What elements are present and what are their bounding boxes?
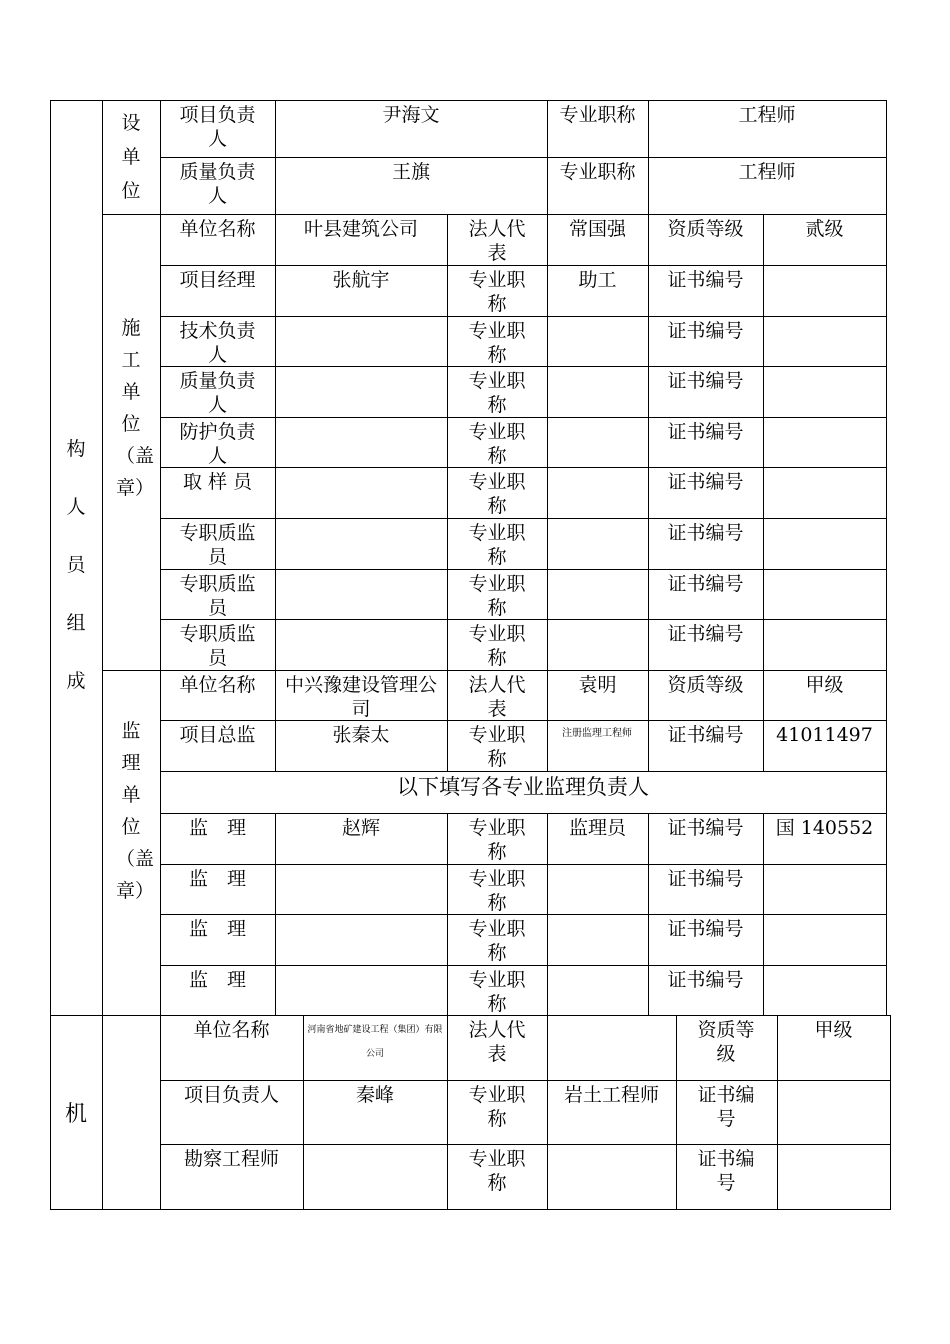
survey-role: 勘察工程师 [183,1148,279,1170]
supervisor-title-label: 专业职称 [468,868,526,914]
chief-supervisor-name: 张秦太 [332,724,390,746]
grid-line [160,518,887,519]
grid-line [547,813,548,1016]
survey-side-label: 机 [64,1102,87,1127]
cu-name-2: 王旗 [391,161,430,183]
cu-title-label-2: 专业职称 [559,161,636,183]
contractor-unit-label: 施工单位（盖章） [116,317,155,499]
contractor-role: 质量负责人 [179,370,256,416]
survey-title-label: 专业职称 [468,1084,526,1130]
cu-name-1: 尹海文 [382,104,440,126]
cu-role-1: 项目负责人 [179,104,256,150]
grid-line [160,316,887,317]
grid-line [160,569,887,570]
supervisor-legal-rep: 袁明 [578,674,617,696]
contractor-qualification-label: 资质等级 [667,218,744,240]
grid-line [447,214,448,772]
grid-line [102,100,103,1016]
contractor-name-label: 单位名称 [179,218,256,240]
survey-person-name: 秦峰 [355,1084,394,1106]
grid-line [160,1015,891,1016]
contractor-title-label: 专业职称 [468,320,526,366]
chief-supervisor-cert: 41011497 [776,724,873,746]
grid-line [160,100,161,1016]
side-group-label: 构人员组成 [66,438,86,692]
contractor-title-label: 专业职称 [468,573,526,619]
supervisor-role: 监 理 [188,969,246,991]
contractor-role: 专职质监员 [179,522,256,568]
grid-line [648,813,649,1016]
contractor-role: 专职质监员 [179,573,256,619]
survey-title-label: 专业职称 [468,1148,526,1194]
grid-line [676,1015,677,1210]
supervisor-title-label: 专业职称 [468,817,526,863]
supervisor-qualification-label: 资质等级 [667,674,744,696]
supervisor-role: 监 理 [188,868,246,890]
contractor-title-label: 专业职称 [468,471,526,517]
supervisor-title-label: 专业职称 [468,918,526,964]
grid-line [102,214,887,215]
grid-line [763,214,764,772]
table-top-border [50,100,887,101]
supervisor-qualification: 甲级 [805,674,844,696]
supervisor-name: 中兴豫建设管理公司 [284,674,437,720]
grid-line [547,1015,548,1210]
grid-line [547,214,548,772]
survey-role: 项目负责人 [183,1084,279,1106]
survey-legal-rep-label: 法人代表 [468,1019,526,1065]
grid-line [102,1015,103,1210]
table-left-border [50,100,51,1016]
supervisor-legal-rep-label: 法人代表 [468,674,526,720]
supervisor-role: 监 理 [188,817,246,839]
supervisor-cert-label: 证书编号 [667,868,744,890]
contractor-person-name: 张航宇 [332,269,390,291]
contractor-title-label: 专业职称 [468,421,526,467]
grid-line [648,100,649,215]
grid-line [160,864,887,865]
survey-cert-label: 证书编号 [697,1148,755,1194]
cu-title-2: 工程师 [738,161,796,183]
survey-qualification-label: 资质等级 [697,1019,755,1065]
supervisor-title: 监理员 [568,817,626,839]
contractor-role: 取 样 员 [182,471,253,493]
grid-line [160,1080,891,1081]
grid-line [648,214,649,772]
cu-title-1: 工程师 [738,104,796,126]
grid-line [102,670,887,671]
grid-line [160,265,887,266]
contractor-legal-rep-label: 法人代表 [468,218,526,264]
contractor-title: 助工 [578,269,617,291]
supervisor-role: 监 理 [188,918,246,940]
contractor-title-label: 专业职称 [468,269,526,315]
contractor-cert-label: 证书编号 [667,320,744,342]
survey-cert-label: 证书编号 [697,1084,755,1130]
contractor-title-label: 专业职称 [468,623,526,669]
supervisor-cert-label: 证书编号 [667,817,744,839]
table-right-border [886,100,887,1016]
cu-role-2: 质量负责人 [179,161,256,207]
survey-qualification: 甲级 [814,1019,853,1041]
grid-line [160,417,887,418]
survey-title: 岩土工程师 [563,1084,659,1106]
construction-unit-label: 设单位 [121,112,141,202]
survey-company-name: 河南省地矿建设工程（集团）有限公司 [307,1025,443,1059]
cu-title-label-1: 专业职称 [559,104,636,126]
contractor-cert-label: 证书编号 [667,522,744,544]
contractor-qualification: 贰级 [805,218,844,240]
grid-line [890,1015,891,1210]
grid-line [160,965,887,966]
grid-line [547,100,548,215]
contractor-cert-label: 证书编号 [667,370,744,392]
grid-line [160,157,887,158]
contractor-name: 叶县建筑公司 [303,218,418,240]
supervisor-title-label: 专业职称 [468,969,526,1015]
table-bottom-border [50,1209,891,1210]
supervisor-person-name: 赵辉 [341,817,380,839]
supervisor-cert: 国 140552 [775,817,874,839]
supervisor-name-label: 单位名称 [179,674,256,696]
grid-line [275,100,276,215]
contractor-cert-label: 证书编号 [667,421,744,443]
grid-line [447,1015,448,1210]
chief-supervisor-title: 注册监理工程师 [562,728,632,739]
supervisor-unit-label: 监理单位（盖章） [116,719,155,902]
contractor-role: 防护负责人 [179,421,256,467]
grid-line [447,813,448,1016]
contractor-title-label: 专业职称 [468,522,526,568]
grid-line [303,1015,304,1210]
contractor-cert-label: 证书编号 [667,573,744,595]
contractor-cert-label: 证书编号 [667,471,744,493]
chief-supervisor-role: 项目总监 [179,724,256,746]
chief-supervisor-title-label: 专业职称 [468,724,526,770]
contractor-cert-label: 证书编号 [667,623,744,645]
contractor-legal-rep: 常国强 [568,218,626,240]
grid-line [763,813,764,1016]
grid-line [160,813,887,814]
contractor-title-label: 专业职称 [468,370,526,416]
chief-supervisor-cert-label: 证书编号 [667,724,744,746]
supervisor-cert-label: 证书编号 [667,918,744,940]
grid-line [160,1015,161,1210]
supervisor-cert-label: 证书编号 [667,969,744,991]
grid-line [160,1144,891,1145]
grid-line [777,1015,778,1210]
survey-name-label: 单位名称 [193,1019,270,1041]
supervisor-note: 以下填写各专业监理负责人 [397,775,649,799]
grid-line [275,813,276,1016]
contractor-role: 专职质监员 [179,623,256,669]
grid-line [160,771,887,772]
contractor-role: 技术负责人 [179,320,256,366]
contractor-role: 项目经理 [179,269,256,291]
contractor-cert-label: 证书编号 [667,269,744,291]
grid-line [275,214,276,772]
